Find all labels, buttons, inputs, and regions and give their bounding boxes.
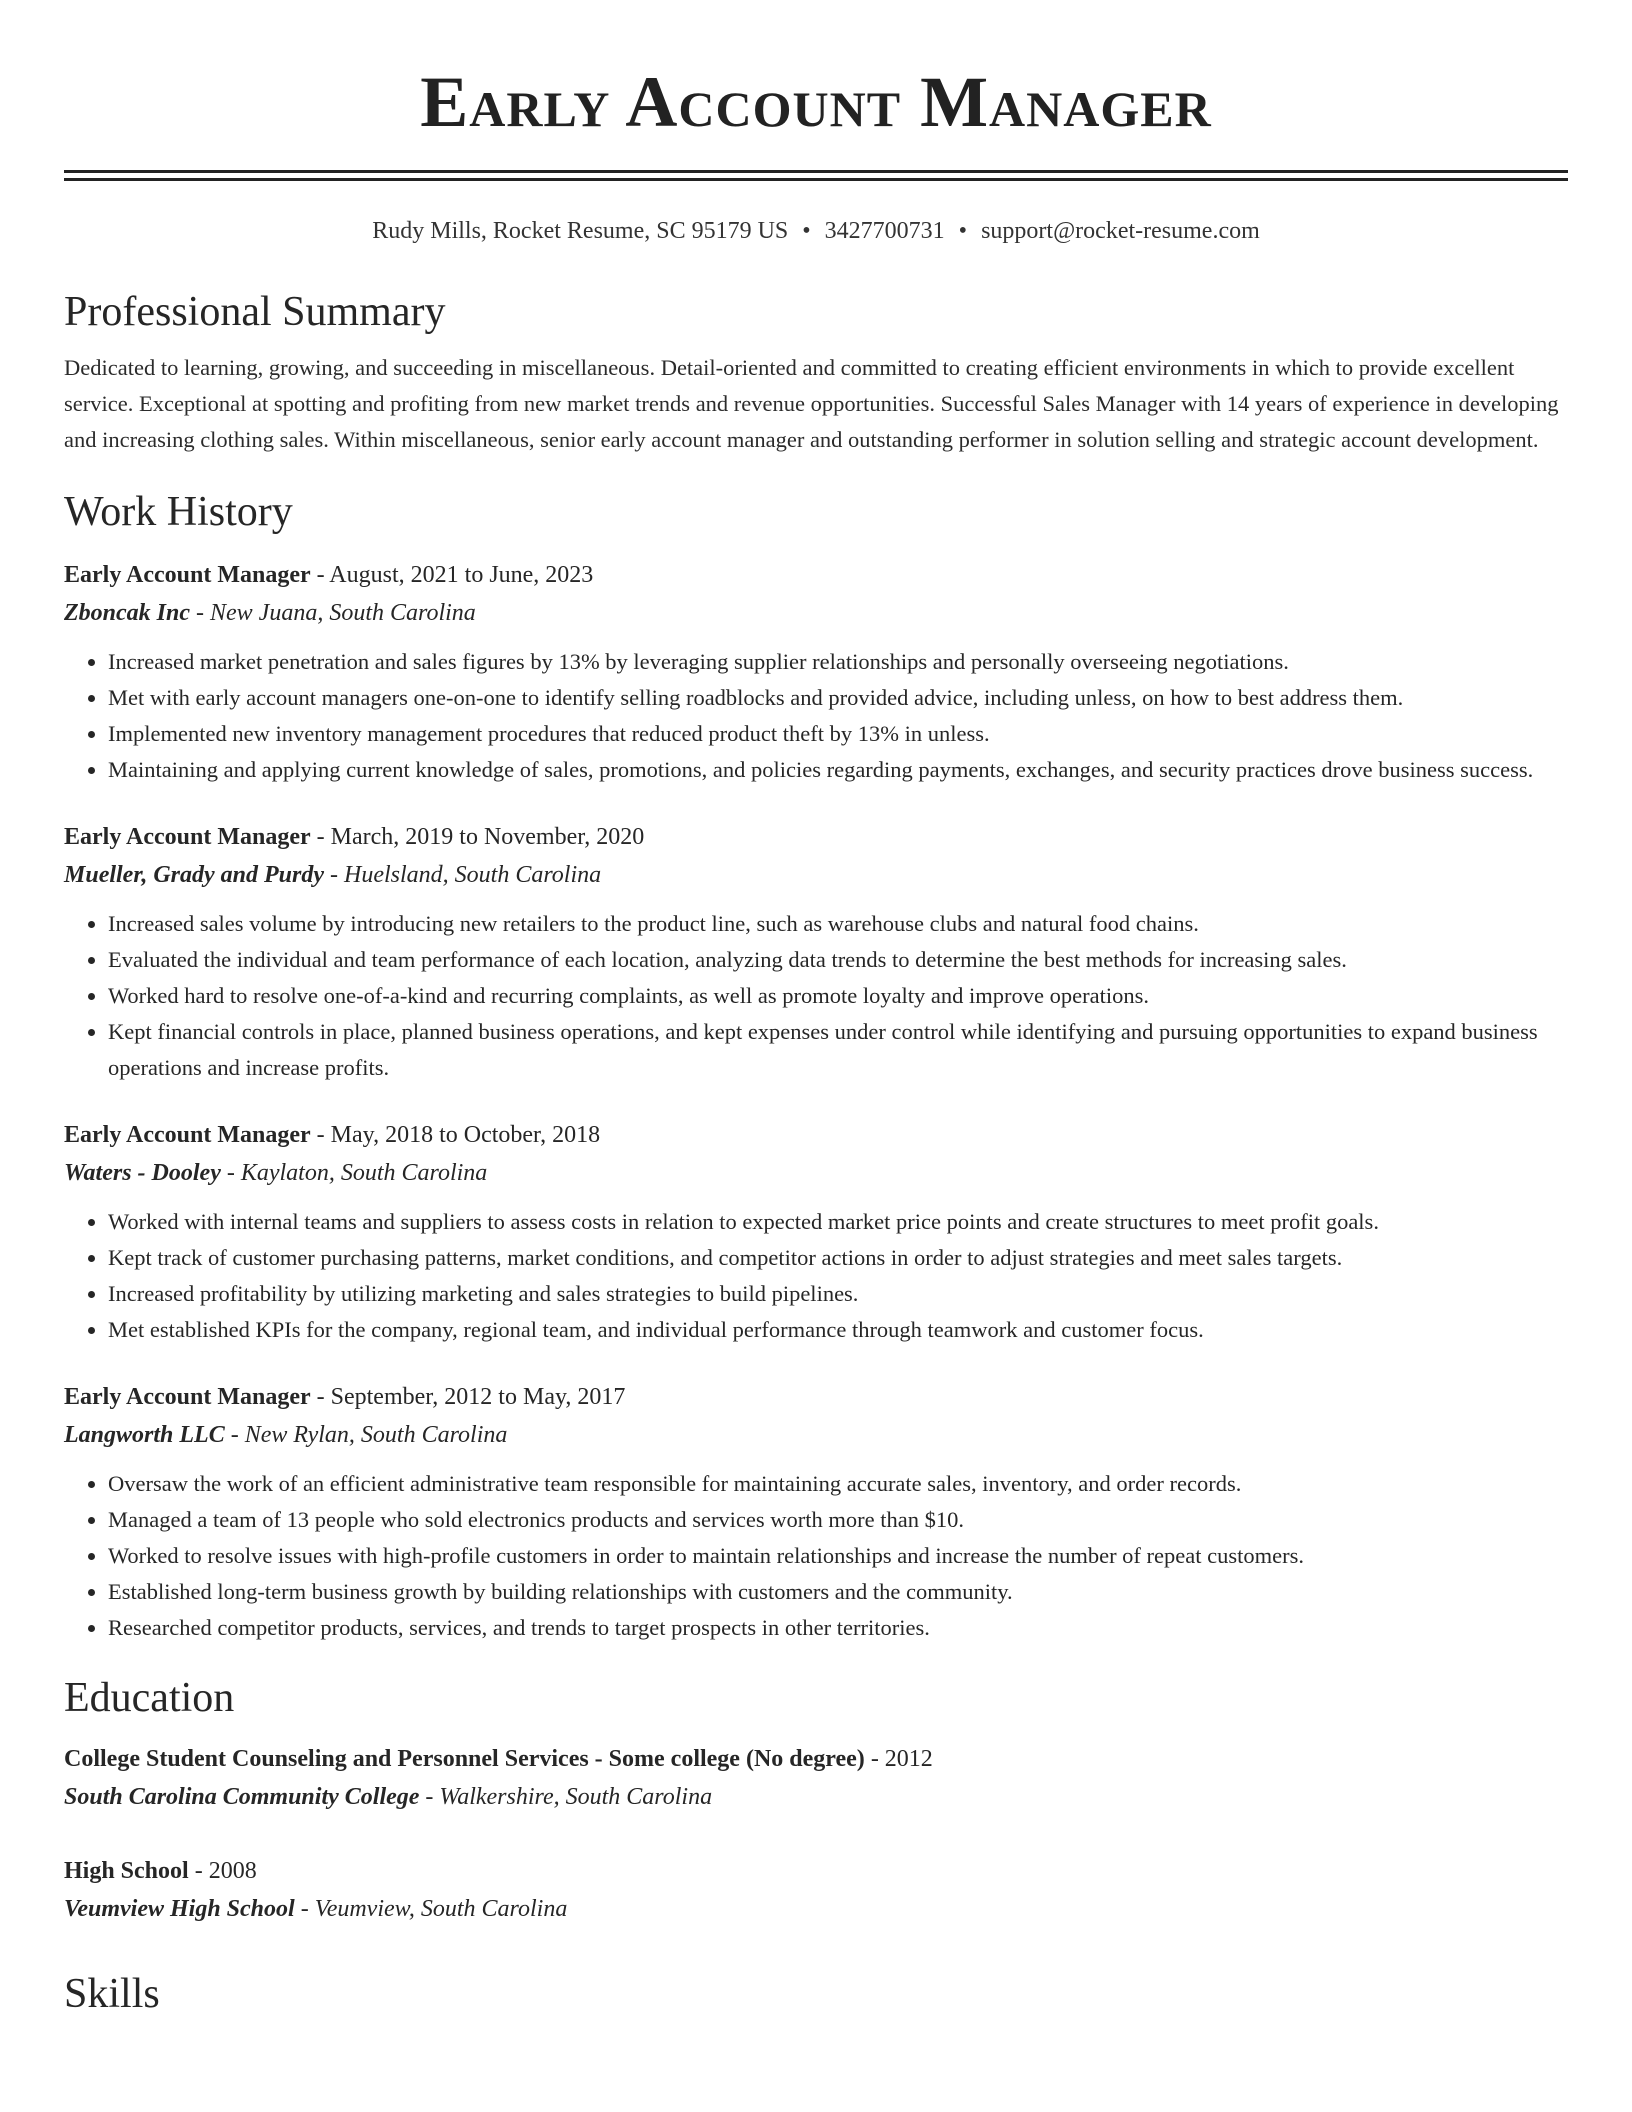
- job-title-line: [64, 1116, 1568, 1154]
- job-entry: [64, 556, 1568, 788]
- job-bullet: • Kept track of customer purchasing patterns, market conditions, and competitor actions in order to adjust strategies and meet sales targets.: [108, 1240, 1568, 1276]
- job-company: Langworth LLC: [64, 1422, 225, 1448]
- summary-text: Dedicated to learning, growing, and succeeding in miscellaneous. Detail-oriented and committed to creating efficient environments in which to provide excellent service. Exceptional at spotting and profiting from new market trends and revenue opportunities. Successful Sales Manager with 14 years of experience in developing and increasing clothing sales. Within miscellaneous, senior early account manager and outstanding performer in solution selling and strategic account development.: [64, 355, 1559, 452]
- contact-phone: 3427700731: [824, 218, 945, 244]
- job-dates: - August, 2021 to June, 2023: [310, 562, 594, 588]
- contact-address: Rudy Mills, Rocket Resume, SC 95179 US: [372, 218, 789, 244]
- job-bullet: • Worked hard to resolve one-of-a-kind and recurring complaints, as well as promote loyalty and improve operations.: [108, 978, 1568, 1014]
- job-bullet: • Maintaining and applying current knowledge of sales, promotions, and policies regarding payments, exchanges, and security practices drove business success.: [108, 752, 1568, 788]
- job-bullet: • Managed a team of 13 people who sold electronics products and services worth more than $10.: [108, 1502, 1568, 1538]
- job-bullets: [64, 1466, 1568, 1646]
- title-divider: [64, 170, 1568, 181]
- job-title-line: [64, 818, 1568, 856]
- job-bullet: • Established long-term business growth by building relationships with customers and the community.: [108, 1574, 1568, 1610]
- education-entry: [64, 1740, 1568, 1816]
- job-title: Early Account Manager: [64, 562, 311, 588]
- job-bullet: • Researched competitor products, services, and trends to target prospects in other territories.: [108, 1610, 1568, 1646]
- contact-separator: •: [958, 218, 968, 244]
- job-bullet: • Worked to resolve issues with high-profile customers in order to maintain relationships and increase the number of repeat customers.: [108, 1538, 1568, 1574]
- education-location: - Veumview, South Carolina: [294, 1896, 568, 1922]
- education-school: Veumview High School: [64, 1896, 295, 1922]
- job-bullet: • Met with early account managers one-on-one to identify selling roadblocks and provided advice, including unless, on how to best address them.: [108, 680, 1568, 716]
- education-heading: Education: [64, 1675, 235, 1721]
- job-bullets: [64, 644, 1568, 788]
- contact-email[interactable]: support@rocket-resume.com: [981, 218, 1260, 244]
- job-location: - New Juana, South Carolina: [190, 600, 476, 626]
- education-degree-line: [64, 1740, 1568, 1778]
- education-school-line: [64, 1778, 1568, 1816]
- contact-separator: •: [802, 218, 811, 244]
- resume-page: [64, 0, 1568, 2020]
- job-company-line: [64, 1416, 1568, 1454]
- job-title: Early Account Manager: [64, 824, 311, 850]
- job-company-line: [64, 594, 1568, 632]
- education-degree: High School: [64, 1858, 189, 1884]
- job-bullet: • Increased sales volume by introducing new retailers to the product line, such as warehouse clubs and natural food chains.: [108, 906, 1568, 942]
- job-location: - Kaylaton, South Carolina: [220, 1160, 488, 1186]
- resume-title: Early Account Manager: [420, 62, 1212, 142]
- work-history-heading: Work History: [64, 489, 293, 535]
- job-bullet: • Met established KPIs for the company, regional team, and individual performance through teamwork and customer focus.: [108, 1312, 1568, 1348]
- education-year: - 2012: [864, 1746, 933, 1772]
- job-entry: [64, 1378, 1568, 1646]
- job-bullet: • Worked with internal teams and suppliers to assess costs in relation to expected market price points and create structures to meet profit goals.: [108, 1204, 1568, 1240]
- job-bullet: • Increased profitability by utilizing marketing and sales strategies to build pipelines.: [108, 1276, 1568, 1312]
- job-title-line: [64, 1378, 1568, 1416]
- job-company: Mueller, Grady and Purdy: [64, 862, 325, 888]
- education-location: - Walkershire, South Carolina: [419, 1784, 713, 1810]
- job-company-line: [64, 856, 1568, 894]
- job-dates: - March, 2019 to November, 2020: [310, 824, 645, 850]
- job-dates: - May, 2018 to October, 2018: [310, 1122, 601, 1148]
- education-school-line: [64, 1890, 1568, 1928]
- education-degree-line: [64, 1852, 1568, 1890]
- contact-line: [64, 216, 1568, 246]
- job-bullet: • Oversaw the work of an efficient administrative team responsible for maintaining accurate sales, inventory, and order records.: [108, 1466, 1568, 1502]
- job-bullet: • Evaluated the individual and team performance of each location, analyzing data trends to determine the best methods for increasing sales.: [108, 942, 1568, 978]
- education-degree: College Student Counseling and Personnel Services - Some college (No degree): [64, 1746, 865, 1772]
- job-bullet: • Increased market penetration and sales figures by 13% by leveraging supplier relationships and personally overseeing negotiations.: [108, 644, 1568, 680]
- education-school: South Carolina Community College: [64, 1784, 420, 1810]
- job-bullet: • Implemented new inventory management procedures that reduced product theft by 13% in unless.: [108, 716, 1568, 752]
- summary-heading: Professional Summary: [64, 289, 446, 335]
- job-bullet: • Kept financial controls in place, planned business operations, and kept expenses under control while identifying and pursuing opportunities to expand business operations and increase profits.: [108, 1014, 1568, 1086]
- skills-heading: Skills: [64, 1971, 160, 2017]
- job-location: - New Rylan, South Carolina: [224, 1422, 508, 1448]
- job-entry: [64, 1116, 1568, 1348]
- job-title-line: [64, 556, 1568, 594]
- job-title: Early Account Manager: [64, 1122, 311, 1148]
- job-company: Zboncak Inc: [64, 600, 190, 626]
- job-dates: - September, 2012 to May, 2017: [310, 1384, 626, 1410]
- job-company-line: [64, 1154, 1568, 1192]
- job-entry: [64, 818, 1568, 1086]
- job-bullets: [64, 906, 1568, 1086]
- job-bullets: [64, 1204, 1568, 1348]
- education-year: - 2008: [188, 1858, 257, 1884]
- job-company: Waters - Dooley: [64, 1160, 221, 1186]
- education-entry: [64, 1852, 1568, 1928]
- job-location: - Huelsland, South Carolina: [324, 862, 602, 888]
- job-title: Early Account Manager: [64, 1384, 311, 1410]
